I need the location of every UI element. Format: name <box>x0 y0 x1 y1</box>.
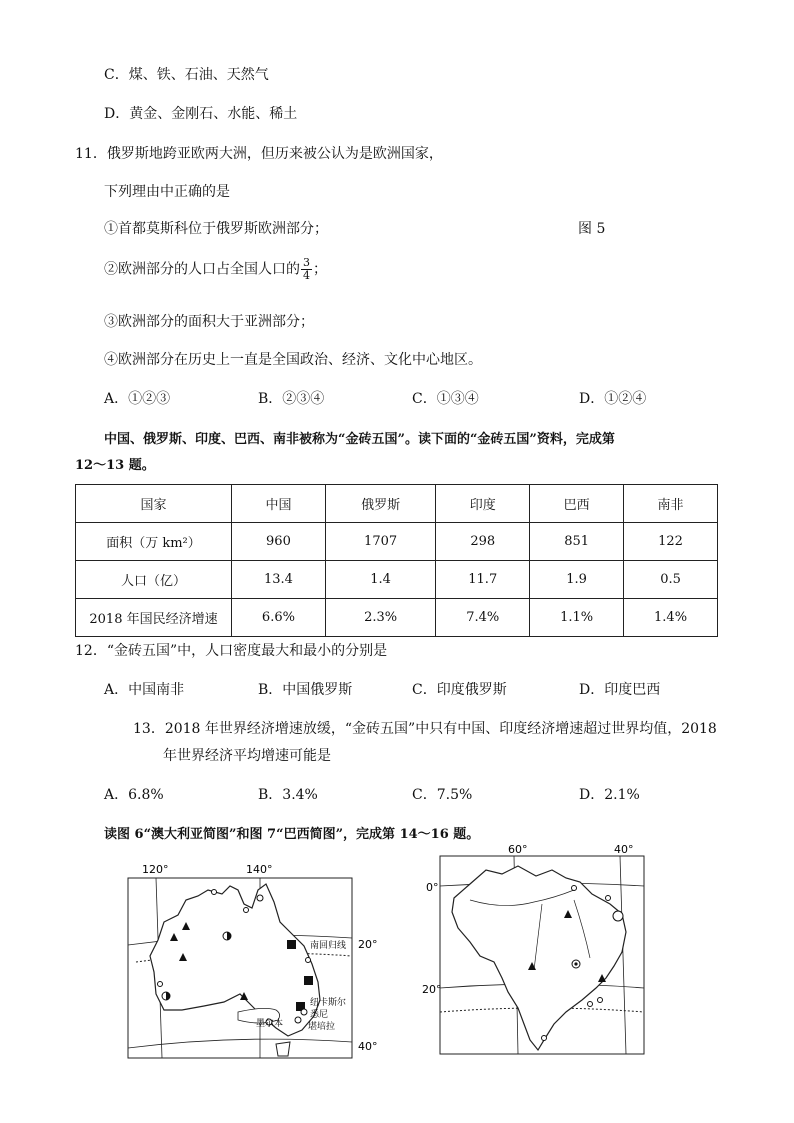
figure-5-label: 图 5 <box>578 221 606 237</box>
city-dot <box>588 1002 593 1007</box>
label-sydney: 悉尼 <box>310 1010 329 1020</box>
table-cell: 2.3% <box>325 599 435 637</box>
q10-option-c: C．煤、铁、石油、天然气 <box>104 67 269 83</box>
label-lat-0: 0° <box>426 881 439 894</box>
q11-statement-3: ③欧洲部分的面积大于亚洲部分； <box>104 314 314 330</box>
q13-stem: 13．2018 年世界经济增速放缓，“金砖五国”中只有中国、印度经济增速超过世界均值，2018 <box>133 721 717 737</box>
city-dot <box>212 890 217 895</box>
city-dot <box>257 895 263 901</box>
q11-stem-2: 下列理由中正确的是 <box>104 184 230 200</box>
q13-option-c: C．7.5% <box>412 787 473 803</box>
label-melbourne: 墨尔本 <box>256 1019 284 1029</box>
q11-statement-2-prefix: ②欧洲部分的人口占全国人口的 <box>104 261 300 278</box>
q10-option-d: D．黄金、金刚石、水能、稀土 <box>104 106 298 122</box>
capital-symbol-dot <box>574 962 577 965</box>
city-dot <box>598 998 603 1003</box>
brics-data-table <box>75 484 718 637</box>
table-cell: 122 <box>624 523 718 561</box>
city-dot <box>542 1036 547 1041</box>
city-dot <box>158 982 163 987</box>
table-cell: 851 <box>530 523 624 561</box>
table-header-row <box>76 485 718 523</box>
q14-intro: 读图 6“澳大利亚简图”和图 7“巴西简图”，完成第 14～16 题。 <box>104 827 480 842</box>
table-cell: 1.4 <box>325 561 435 599</box>
table-header-cell: 巴西 <box>530 485 624 523</box>
city-dot <box>244 908 249 913</box>
q11-option-d: D．①②④ <box>579 391 647 407</box>
table-cell: 0.5 <box>624 561 718 599</box>
q12-option-b: B．中国俄罗斯 <box>258 682 353 698</box>
q13-option-b: B．3.4% <box>258 787 318 803</box>
table-cell: 298 <box>436 523 530 561</box>
table-cell: 960 <box>232 523 326 561</box>
label-lat-20: 20° <box>358 938 378 951</box>
table-header-cell: 国家 <box>76 485 232 523</box>
q12-option-c: C．印度俄罗斯 <box>412 682 507 698</box>
large-circle-symbol <box>613 911 623 921</box>
intro-line-1: 中国、俄罗斯、印度、巴西、南非被称为“金砖五国”。读下面的“金砖五国”资料，完成第 <box>104 432 615 447</box>
square-symbol <box>304 976 313 985</box>
table-cell: 6.6% <box>232 599 326 637</box>
q11-option-c: C．①③④ <box>412 391 479 407</box>
table-cell: 13.4 <box>232 561 326 599</box>
label-lon-60: 60° <box>508 843 528 856</box>
label-lon-120: 120° <box>142 863 169 876</box>
label-newcastle: 纽卡斯尔 <box>310 998 347 1008</box>
square-symbol <box>287 940 296 949</box>
label-lon-40: 40° <box>614 843 634 856</box>
q13-option-a: A．6.8% <box>104 787 164 803</box>
q13-stem-2: 年世界经济平均增速可能是 <box>163 748 331 764</box>
table-cell: 7.4% <box>436 599 530 637</box>
q12-stem: 12．“金砖五国”中，人口密度最大和最小的分别是 <box>75 643 388 659</box>
label-canberra: 堪培拉 <box>308 1022 336 1032</box>
table-cell: 11.7 <box>436 561 530 599</box>
sydney-dot <box>301 1009 307 1015</box>
city-dot <box>306 958 311 963</box>
australia-map <box>126 860 388 1065</box>
table-cell: 面积（万 km²） <box>76 523 232 561</box>
brazil-map <box>414 840 654 1060</box>
table-cell: 1.1% <box>530 599 624 637</box>
q11-statement-4: ④欧洲部分在历史上一直是全国政治、经济、文化中心地区。 <box>104 352 482 368</box>
table-cell: 人口（亿） <box>76 561 232 599</box>
table-header-cell: 中国 <box>232 485 326 523</box>
table-cell: 1.4% <box>624 599 718 637</box>
label-lat-40: 40° <box>358 1040 378 1053</box>
table-row <box>76 599 718 637</box>
label-tropic: 南回归线 <box>310 941 347 951</box>
table-header-cell: 南非 <box>624 485 718 523</box>
city-dot <box>606 896 611 901</box>
q13-option-d: D．2.1% <box>579 787 640 803</box>
city-dot <box>572 886 577 891</box>
table-cell: 1707 <box>325 523 435 561</box>
table-cell: 2018 年国民经济增速 <box>76 599 232 637</box>
fraction-denominator: 4 <box>303 269 310 282</box>
table-header-cell: 印度 <box>436 485 530 523</box>
label-lon-140: 140° <box>246 863 273 876</box>
intro-line-2: 12～13 题。 <box>75 458 155 473</box>
label-lat-20: 20° <box>422 983 442 996</box>
q12-option-a: A．中国南非 <box>104 682 185 698</box>
q11-option-a: A．①②③ <box>104 391 171 407</box>
q11-statement-2 <box>104 257 327 282</box>
fraction-numerator: 3 <box>303 256 310 269</box>
fraction-three-quarters <box>301 257 312 282</box>
q11-statement-2-suffix: ； <box>313 261 327 278</box>
table-cell: 1.9 <box>530 561 624 599</box>
table-row <box>76 561 718 599</box>
tasmania-island <box>276 1042 290 1056</box>
q11-stem: 11．俄罗斯地跨亚欧两大洲，但历来被公认为是欧洲国家， <box>75 146 443 162</box>
canberra-dot <box>295 1017 301 1023</box>
q11-option-b: B．②③④ <box>258 391 325 407</box>
q11-statement-1: ①首都莫斯科位于俄罗斯欧洲部分； <box>104 221 328 237</box>
table-header-cell: 俄罗斯 <box>325 485 435 523</box>
table-row <box>76 523 718 561</box>
q12-option-d: D．印度巴西 <box>579 682 661 698</box>
